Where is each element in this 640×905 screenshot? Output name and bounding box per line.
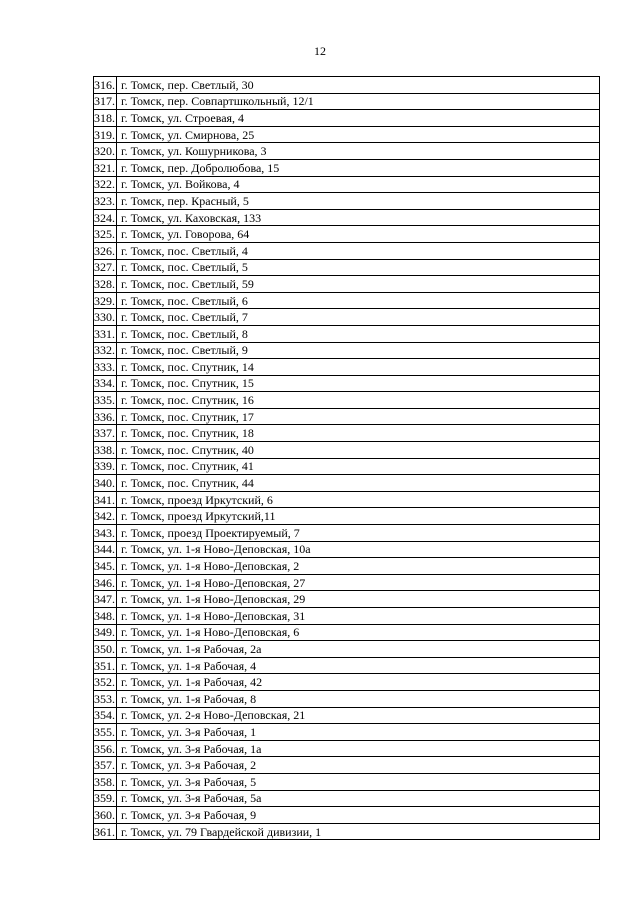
row-number: 346. bbox=[94, 575, 115, 590]
row-address: г. Томск, ул. 1-я Ново-Деповская, 29 bbox=[117, 591, 600, 608]
row-number: 350. bbox=[94, 641, 115, 656]
row-address: г. Томск, пос. Спутник, 14 bbox=[117, 359, 600, 376]
table-row bbox=[94, 508, 600, 525]
row-address: г. Томск, ул. 1-я Ново-Деповская, 31 bbox=[117, 608, 600, 625]
row-number: 329. bbox=[94, 293, 115, 308]
row-number: 335. bbox=[94, 393, 115, 408]
row-address: г. Томск, пер. Светлый, 30 bbox=[117, 77, 600, 94]
row-address: г. Томск, пос. Спутник, 41 bbox=[117, 458, 600, 475]
table-row bbox=[94, 425, 600, 442]
table-row bbox=[94, 458, 600, 475]
row-number: 319. bbox=[94, 127, 115, 142]
row-address: г. Томск, ул. 3-я Рабочая, 9 bbox=[117, 807, 600, 824]
row-address: г. Томск, ул. Смирнова, 25 bbox=[117, 126, 600, 143]
row-address: г. Томск, ул. 1-я Рабочая, 8 bbox=[117, 690, 600, 707]
row-number: 352. bbox=[94, 675, 115, 690]
row-number: 339. bbox=[94, 459, 115, 474]
row-address: г. Томск, пер. Совпартшкольный, 12/1 bbox=[117, 93, 600, 110]
row-number: 351. bbox=[94, 658, 115, 673]
row-number: 330. bbox=[94, 310, 115, 325]
row-address: г. Томск, ул. 3-я Рабочая, 2 bbox=[117, 757, 600, 774]
row-address: г. Томск, пос. Светлый, 8 bbox=[117, 325, 600, 342]
table-row bbox=[94, 624, 600, 641]
row-address: г. Томск, ул. 1-я Рабочая, 4 bbox=[117, 657, 600, 674]
row-number: 361. bbox=[94, 824, 115, 839]
row-number: 343. bbox=[94, 525, 115, 540]
row-address: г. Томск, пос. Спутник, 40 bbox=[117, 442, 600, 459]
row-number: 360. bbox=[94, 807, 115, 822]
table-row bbox=[94, 525, 600, 542]
row-number: 357. bbox=[94, 758, 115, 773]
table-row bbox=[94, 93, 600, 110]
row-address: г. Томск, пос. Спутник, 15 bbox=[117, 375, 600, 392]
table-row bbox=[94, 392, 600, 409]
row-address: г. Томск, проезд Проектируемый, 7 bbox=[117, 525, 600, 542]
table-row bbox=[94, 690, 600, 707]
row-number: 336. bbox=[94, 409, 115, 424]
row-number: 321. bbox=[94, 160, 115, 175]
row-address: г. Томск, пос. Спутник, 16 bbox=[117, 392, 600, 409]
row-number: 349. bbox=[94, 625, 115, 640]
row-number: 340. bbox=[94, 476, 115, 491]
row-address: г. Томск, ул. 3-я Рабочая, 5 bbox=[117, 773, 600, 790]
table-row bbox=[94, 359, 600, 376]
table-row bbox=[94, 475, 600, 492]
row-address: г. Томск, ул. Строевая, 4 bbox=[117, 110, 600, 127]
row-address: г. Томск, ул. 3-я Рабочая, 1 bbox=[117, 724, 600, 741]
row-number: 347. bbox=[94, 592, 115, 607]
row-number: 334. bbox=[94, 376, 115, 391]
row-number: 318. bbox=[94, 110, 115, 125]
page-number: 12 bbox=[314, 44, 326, 58]
row-address: г. Томск, ул. Кошурникова, 3 bbox=[117, 143, 600, 160]
row-address: г. Томск, ул. 1-я Ново-Деповская, 2 bbox=[117, 558, 600, 575]
row-number: 331. bbox=[94, 326, 115, 341]
table-row bbox=[94, 159, 600, 176]
address-table bbox=[93, 76, 600, 840]
row-address: г. Томск, пос. Спутник, 44 bbox=[117, 475, 600, 492]
row-number: 324. bbox=[94, 210, 115, 225]
table-row bbox=[94, 757, 600, 774]
table-row bbox=[94, 724, 600, 741]
row-number: 333. bbox=[94, 359, 115, 374]
row-address: г. Томск, ул. 2-я Ново-Деповская, 21 bbox=[117, 707, 600, 724]
table-row bbox=[94, 442, 600, 459]
table-row bbox=[94, 558, 600, 575]
row-address: г. Томск, пос. Светлый, 9 bbox=[117, 342, 600, 359]
row-address: г. Томск, пос. Светлый, 59 bbox=[117, 276, 600, 293]
table-row bbox=[94, 740, 600, 757]
table-row bbox=[94, 674, 600, 691]
row-address: г. Томск, проезд Иркутский,11 bbox=[117, 508, 600, 525]
row-number: 344. bbox=[94, 542, 115, 557]
row-address: г. Томск, ул. 79 Гвардейской дивизии, 1 bbox=[117, 823, 600, 840]
row-address: г. Томск, ул. 1-я Ново-Деповская, 6 bbox=[117, 624, 600, 641]
row-address: г. Томск, пос. Спутник, 17 bbox=[117, 408, 600, 425]
table-row bbox=[94, 790, 600, 807]
row-number: 358. bbox=[94, 774, 115, 789]
row-number: 338. bbox=[94, 442, 115, 457]
table-row bbox=[94, 276, 600, 293]
table-row bbox=[94, 325, 600, 342]
row-number: 342. bbox=[94, 509, 115, 524]
row-address: г. Томск, пос. Светлый, 4 bbox=[117, 242, 600, 259]
table-row bbox=[94, 408, 600, 425]
row-address: г. Томск, ул. 3-я Рабочая, 1а bbox=[117, 740, 600, 757]
table-row bbox=[94, 657, 600, 674]
row-number: 345. bbox=[94, 559, 115, 574]
row-address: г. Томск, ул. 1-я Ново-Деповская, 10а bbox=[117, 541, 600, 558]
row-number: 325. bbox=[94, 227, 115, 242]
table-row bbox=[94, 823, 600, 840]
table-row bbox=[94, 574, 600, 591]
row-number: 327. bbox=[94, 260, 115, 275]
row-number: 322. bbox=[94, 177, 115, 192]
row-number: 328. bbox=[94, 276, 115, 291]
row-address: г. Томск, ул. 3-я Рабочая, 5а bbox=[117, 790, 600, 807]
row-number: 356. bbox=[94, 741, 115, 756]
row-number: 341. bbox=[94, 492, 115, 507]
table-row bbox=[94, 226, 600, 243]
table-row bbox=[94, 541, 600, 558]
table-row bbox=[94, 176, 600, 193]
table-row bbox=[94, 193, 600, 210]
row-number: 348. bbox=[94, 608, 115, 623]
table-row bbox=[94, 309, 600, 326]
row-number: 354. bbox=[94, 708, 115, 723]
table-row bbox=[94, 641, 600, 658]
row-number: 320. bbox=[94, 144, 115, 159]
row-address: г. Томск, пос. Спутник, 18 bbox=[117, 425, 600, 442]
row-number: 317. bbox=[94, 94, 115, 109]
table-row bbox=[94, 591, 600, 608]
row-number: 323. bbox=[94, 193, 115, 208]
table-row bbox=[94, 491, 600, 508]
table-row bbox=[94, 375, 600, 392]
row-address: г. Томск, ул. 1-я Рабочая, 42 bbox=[117, 674, 600, 691]
table-row bbox=[94, 143, 600, 160]
row-address: г. Томск, ул. Войкова, 4 bbox=[117, 176, 600, 193]
row-number: 337. bbox=[94, 426, 115, 441]
row-number: 353. bbox=[94, 691, 115, 706]
table-row bbox=[94, 773, 600, 790]
row-address: г. Томск, ул. Говорова, 64 bbox=[117, 226, 600, 243]
address-table-body bbox=[94, 77, 600, 840]
row-number: 316. bbox=[94, 77, 115, 92]
table-row bbox=[94, 342, 600, 359]
row-address: г. Томск, пер. Красный, 5 bbox=[117, 193, 600, 210]
row-number: 332. bbox=[94, 343, 115, 358]
table-row bbox=[94, 242, 600, 259]
row-address: г. Томск, ул. 1-я Рабочая, 2а bbox=[117, 641, 600, 658]
row-address: г. Томск, пос. Светлый, 6 bbox=[117, 292, 600, 309]
row-address: г. Томск, ул. Каховская, 133 bbox=[117, 209, 600, 226]
table-row bbox=[94, 807, 600, 824]
table-row bbox=[94, 126, 600, 143]
row-address: г. Томск, пер. Добролюбова, 15 bbox=[117, 159, 600, 176]
row-number: 359. bbox=[94, 791, 115, 806]
table-row bbox=[94, 608, 600, 625]
row-address: г. Томск, пос. Светлый, 7 bbox=[117, 309, 600, 326]
table-row bbox=[94, 209, 600, 226]
row-address: г. Томск, пос. Светлый, 5 bbox=[117, 259, 600, 276]
table-row bbox=[94, 259, 600, 276]
table-row bbox=[94, 707, 600, 724]
row-number: 326. bbox=[94, 243, 115, 258]
table-row bbox=[94, 292, 600, 309]
row-address: г. Томск, проезд Иркутский, 6 bbox=[117, 491, 600, 508]
row-address: г. Томск, ул. 1-я Ново-Деповская, 27 bbox=[117, 574, 600, 591]
table-row bbox=[94, 110, 600, 127]
table-row bbox=[94, 77, 600, 94]
row-number: 355. bbox=[94, 724, 115, 739]
